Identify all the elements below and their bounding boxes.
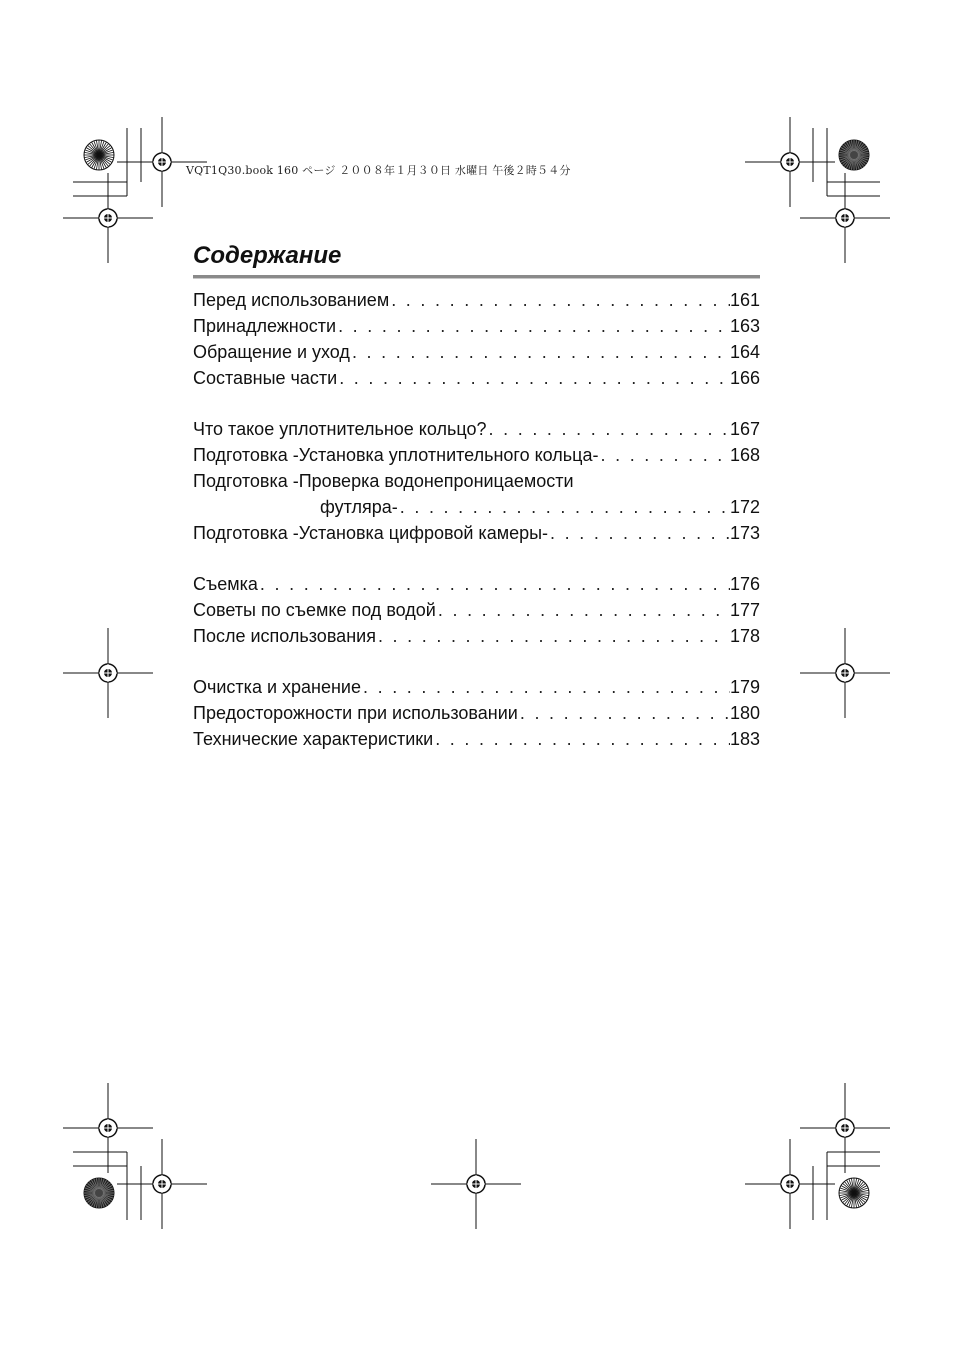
toc-entry[interactable] (193, 520, 760, 546)
color-wheel-mark (839, 140, 869, 170)
toc-entry[interactable] (193, 416, 760, 442)
toc-page-number: 172 (729, 497, 760, 517)
color-wheel-mark (839, 1178, 869, 1208)
toc-page-number: 167 (729, 419, 760, 439)
dot-leader (361, 674, 730, 700)
toc-page-number: 164 (729, 342, 760, 362)
registration-target (63, 1083, 153, 1173)
toc-entry[interactable] (193, 313, 760, 339)
dot-leader (337, 365, 730, 391)
toc-entry[interactable] (193, 674, 760, 700)
toc-entry-text: футляра- (320, 497, 398, 517)
toc-entry[interactable] (193, 339, 760, 365)
registration-target (800, 1083, 890, 1173)
toc-page-number: 176 (729, 574, 760, 594)
registration-target (745, 117, 835, 207)
registration-target (63, 173, 153, 263)
dot-leader (487, 416, 730, 442)
table-of-contents (193, 287, 760, 752)
dot-leader (548, 520, 730, 546)
title-divider (193, 275, 760, 279)
toc-entry-text: Составные части (193, 368, 338, 388)
toc-entry-text: Подготовка -Установка цифровой камеры- (193, 523, 549, 543)
toc-entry-text: Обращение и уход (193, 342, 350, 362)
toc-page-number: 177 (729, 600, 760, 620)
toc-page-number: 178 (729, 626, 760, 646)
toc-page-number: 180 (729, 703, 760, 723)
color-wheel-mark (84, 1178, 114, 1208)
dot-leader (398, 494, 730, 520)
toc-entry[interactable] (193, 287, 760, 313)
dot-leader (389, 287, 730, 313)
print-header-line: VQT1Q30.book 160 ページ ２００８年１月３０日 水曜日 午後２時５４分 (186, 164, 571, 177)
registration-target (431, 1139, 521, 1229)
toc-entry[interactable] (193, 442, 760, 468)
toc-entry[interactable] (193, 571, 760, 597)
toc-entry[interactable] (193, 623, 760, 649)
toc-entry-text: Советы по съемке под водой (193, 600, 436, 620)
toc-entry-multiline[interactable] (193, 468, 760, 494)
toc-entry-text: Предосторожности при использовании (193, 703, 518, 723)
toc-entry-text: Технические характеристики (193, 729, 434, 749)
registration-target (800, 173, 890, 263)
toc-entry-text: Что такое уплотнительное кольцо? (193, 419, 487, 439)
toc-entry[interactable] (193, 365, 760, 391)
dot-leader (436, 597, 730, 623)
toc-entry[interactable] (193, 726, 760, 752)
registration-target (117, 1139, 207, 1229)
toc-entry-continuation[interactable] (193, 494, 760, 520)
toc-entry-text: После использования (193, 626, 376, 646)
toc-page-number: 163 (729, 316, 760, 336)
toc-entry-text: Очистка и хранение (193, 677, 361, 697)
group-spacer (193, 649, 760, 674)
dot-leader (350, 339, 730, 365)
toc-entry-text: Перед использованием (193, 290, 390, 310)
page-title: Содержание (193, 242, 342, 269)
toc-page-number: 183 (729, 729, 760, 749)
toc-page-number: 166 (729, 368, 760, 388)
registration-target (63, 628, 153, 718)
dot-leader (258, 571, 730, 597)
toc-entry-text: Принадлежности (193, 316, 337, 336)
registration-target (800, 628, 890, 718)
toc-page-number: 168 (729, 445, 760, 465)
toc-page-number: 179 (729, 677, 760, 697)
dot-leader (376, 623, 730, 649)
toc-entry-text: Съемка (193, 574, 258, 594)
registration-target (745, 1139, 835, 1229)
dot-leader (433, 726, 730, 752)
toc-page-number: 173 (729, 523, 760, 543)
group-spacer (193, 546, 760, 571)
toc-entry[interactable] (193, 700, 760, 726)
dot-leader (598, 442, 729, 468)
toc-entry[interactable] (193, 597, 760, 623)
toc-entry-text: Подготовка -Проверка водонепроницаемости (193, 471, 574, 491)
toc-page-number: 161 (729, 290, 760, 310)
dot-leader (518, 700, 730, 726)
color-wheel-mark (84, 140, 114, 170)
dot-leader (336, 313, 730, 339)
group-spacer (193, 391, 760, 416)
toc-entry-text: Подготовка -Установка уплотнительного кольца- (193, 445, 599, 465)
